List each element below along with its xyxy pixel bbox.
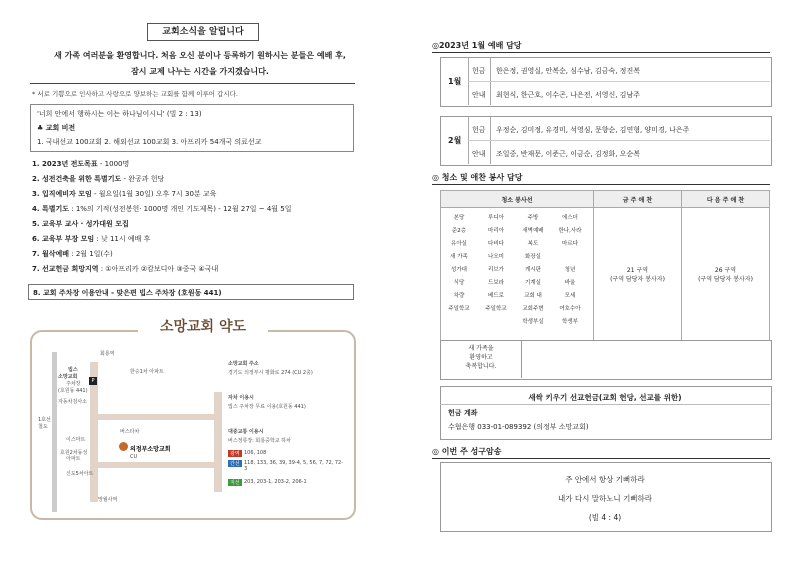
map-label: 소망교회 (58, 374, 78, 380)
map-label: 망월사역 (98, 497, 118, 503)
cleaning-column (478, 212, 514, 316)
account-label: 헌금 계좌 (448, 409, 478, 417)
list-item: 3. 입직예비자 모임 - 월요일(1월 30일) 오후 7시 30분 교육 (32, 190, 217, 198)
role-label: 안내 (472, 150, 486, 158)
cleaning-column (441, 212, 477, 316)
cleaning-cell: 나오미 (488, 254, 504, 260)
car-text: 빕스 주차장 무료 이용(호원동 441) (228, 404, 306, 410)
church-marker-label: 의정부소망교회 (130, 446, 171, 453)
list-item: 2. 성전건축을 위한 특별기도 - 완공과 헌당 (32, 175, 165, 183)
cleaning-cell: 에스더 (562, 215, 578, 221)
map-label: 회룡역 (100, 351, 115, 357)
month-label: 2월 (448, 136, 462, 145)
cleaning-cell: 주일학교 (448, 306, 470, 312)
welcome-message (40, 48, 360, 80)
list-item: 7. 월삭예배 : 2월 1일(수) (32, 250, 113, 258)
list-item: 6. 교육부 부장 모임 : 낮 11시 예배 후 (32, 235, 151, 243)
table-header: 금 주 애 찬 (594, 191, 682, 208)
map-label: 신도5차아트 (66, 471, 94, 477)
cleaning-cell: 새벽예배 (522, 228, 544, 234)
cleaning-cell: 식당 (453, 280, 465, 286)
cleaning-cell: 루디아 (488, 215, 504, 221)
table-header: 다 음 주 애 찬 (682, 191, 770, 208)
cleaning-cell: 기계실 (525, 280, 541, 286)
map-label: 아파트 (66, 456, 81, 462)
cleaning-cell: 베드로 (488, 293, 504, 299)
cleaning-cell: 마리아 (488, 228, 504, 234)
welcome-line-1: 새 가족 여러분을 환영합니다. 처음 오신 분이나 등록하기 원하시는 분들은 예배 후, (54, 51, 346, 60)
cleaning-cell: 준2층 (451, 228, 467, 234)
map-label: 자동차검사소 (58, 399, 87, 405)
address-text: 경기도 의정부시 평화로 274 (CU 2층) (228, 370, 313, 376)
map-label: 호원2차동성 (60, 450, 88, 456)
map-label: CU (130, 454, 138, 460)
bus-tag: 간선 (230, 461, 240, 467)
cleaning-cell: 학생부실 (522, 319, 544, 325)
cleaning-cell: 성가대 (451, 267, 467, 273)
offering-title: 새싹 키우기 선교헌금(교회 헌당, 선교를 위한) (528, 393, 682, 402)
bus-tag: 광역 (230, 451, 240, 457)
cleaning-cell: 본당 (453, 215, 465, 221)
role-label: 안내 (472, 91, 486, 99)
vision-text: 1. 국내선교 100교회 2. 해외선교 100교회 3. 아프리카 54개국 의료선교 (37, 138, 262, 146)
names: 우정순, 김미정, 유경미, 석영심, 문향순, 김연형, 양미경, 나은주 (496, 126, 690, 134)
cleaning-cell: 여호수아 (559, 306, 581, 312)
cleaning-cell: 교회주변 (522, 306, 544, 312)
list-item: 5. 교육부 교사 · 성가대원 모집 (32, 220, 129, 228)
map-title: 소망교회 약도 (138, 316, 268, 336)
church-marker-icon (119, 442, 128, 451)
transit-text: 버스정류장: 회룡중학교 하차 (228, 438, 291, 444)
church-map (30, 330, 356, 520)
notice-title: 교회소식을 알립니다 (147, 23, 259, 41)
next-week-cell: 26 구역 (구역 담당자 봉사자) (682, 208, 770, 341)
names: 조일중, 반재문, 이준근, 이금순, 김정화, 오순복 (496, 150, 640, 158)
names: 한은정, 권영실, 안복순, 심수남, 김금숙, 정진복 (496, 67, 640, 75)
map-label: 이스마트 (66, 437, 86, 443)
cleaning-cell: 교회 내 (524, 293, 542, 299)
vision-title: ♣ 교회 비전 (37, 124, 76, 132)
list-item: 1. 2023년 전도목표 - 1000명 (32, 160, 130, 168)
cleaning-cell: 다비다 (488, 241, 504, 247)
car-heading: 자차 이용시 (228, 395, 254, 401)
bus-routes: 106, 108 (244, 450, 267, 456)
cleaning-cell: 리브가 (488, 267, 504, 273)
cleaning-cell: 모세 (564, 293, 576, 299)
map-label: 빕스 (68, 367, 78, 373)
bus-routes: 118, 133, 36, 39, 39-4, 5, 56, 7, 72, 72-3 (244, 460, 344, 472)
cleaning-cell: 청년 (564, 267, 576, 273)
announcement-list (32, 157, 292, 277)
newcomer-text: 새 가족을 환영하고 축복합니다. (465, 345, 497, 370)
map-label: 주차장 (66, 381, 81, 387)
cleaning-cell: 드보라 (488, 280, 504, 286)
account-number: 수협은행 033-01-089392 (의정부 소망교회) (448, 423, 589, 431)
cleaning-cell: 유아실 (451, 241, 467, 247)
map-label: 한승1차 아파트 (130, 369, 164, 375)
cleaning-cell (552, 251, 588, 264)
cleaning-cell: 마르다 (562, 241, 578, 247)
cleaning-cell: 화장실 (525, 254, 541, 260)
cleaning-table (440, 190, 770, 341)
vision-verse: '너희 안에서 행하시는 이는 하나님이시니' (빌 2 : 13) (37, 110, 202, 118)
list-item: 4. 특별기도 : 1%의 기적(성전봉헌· 1000명 개인 기도제목) - 12월 27일 ~ 4월 5일 (32, 205, 292, 213)
month-label: 1월 (448, 77, 462, 86)
bus-routes: 203, 203-1, 203-2, 206-1 (244, 479, 307, 485)
this-week-cell: 21 구역 (구역 담당자 봉사자) (594, 208, 682, 341)
cleaning-column (552, 212, 588, 329)
map-label: 1호선 철도 (38, 417, 51, 430)
names: 최현식, 한근호, 이수곤, 나은전, 서영신, 김남주 (496, 91, 640, 99)
cleaning-cell: 바울 (564, 280, 576, 286)
role-label: 헌금 (472, 126, 486, 134)
transit-heading: 대중교통 이용시 (228, 429, 264, 435)
cleaning-cell: 주일학교 (485, 306, 507, 312)
cleaning-cell: 주방 (527, 215, 539, 221)
bus-tag: 지선 (230, 480, 240, 486)
verse-title: ◎ 이번 주 성구암송 (432, 447, 502, 456)
cleaning-grid (441, 208, 594, 341)
divider (30, 83, 355, 84)
map-label: (호원동 441) (58, 388, 88, 394)
greeting-note: * 서로 기쁨으로 인사하고 사랑으로 양보하는 교회를 함께 이루어 갑시다. (32, 90, 239, 98)
cleaning-title: ◎ 청소 및 애찬 봉사 담당 (432, 173, 523, 182)
cleaning-cell: 복도 (527, 241, 539, 247)
parking-notice: 8. 교회 주차장 이용안내 - 맞은편 빕스 주차장 (호원동 441) (28, 284, 354, 300)
role-label: 헌금 (472, 67, 486, 75)
cleaning-cell: 게시판 (525, 267, 541, 273)
church-vision-box (30, 104, 354, 152)
welcome-line-2: 잠시 교제 나누는 시간을 가지겠습니다. (131, 67, 269, 76)
cleaning-cell: 한나,사라 (558, 228, 582, 234)
cleaning-cell: 새 가족 (450, 254, 468, 260)
address-heading: 소망교회 주소 (228, 361, 259, 367)
cleaning-column (515, 212, 551, 329)
table-header: 청소 봉사선 (441, 191, 594, 208)
parking-icon: P (89, 377, 97, 385)
map-label: 버스타차 (120, 429, 140, 435)
cleaning-cell: 차량 (453, 293, 465, 299)
verse-text: 주 안에서 항상 기뻐하라 내가 다시 말하노니 기뻐하라 (빌 4 : 4) (557, 475, 653, 522)
list-item: 7. 선교헌금 희망지역 : ①아프리카 ②캄보디아 ③중국 ④국내 (32, 265, 219, 273)
worship-title: ◎2023년 1월 예배 담당 (432, 41, 522, 50)
cleaning-cell: 학생부 (562, 319, 578, 325)
